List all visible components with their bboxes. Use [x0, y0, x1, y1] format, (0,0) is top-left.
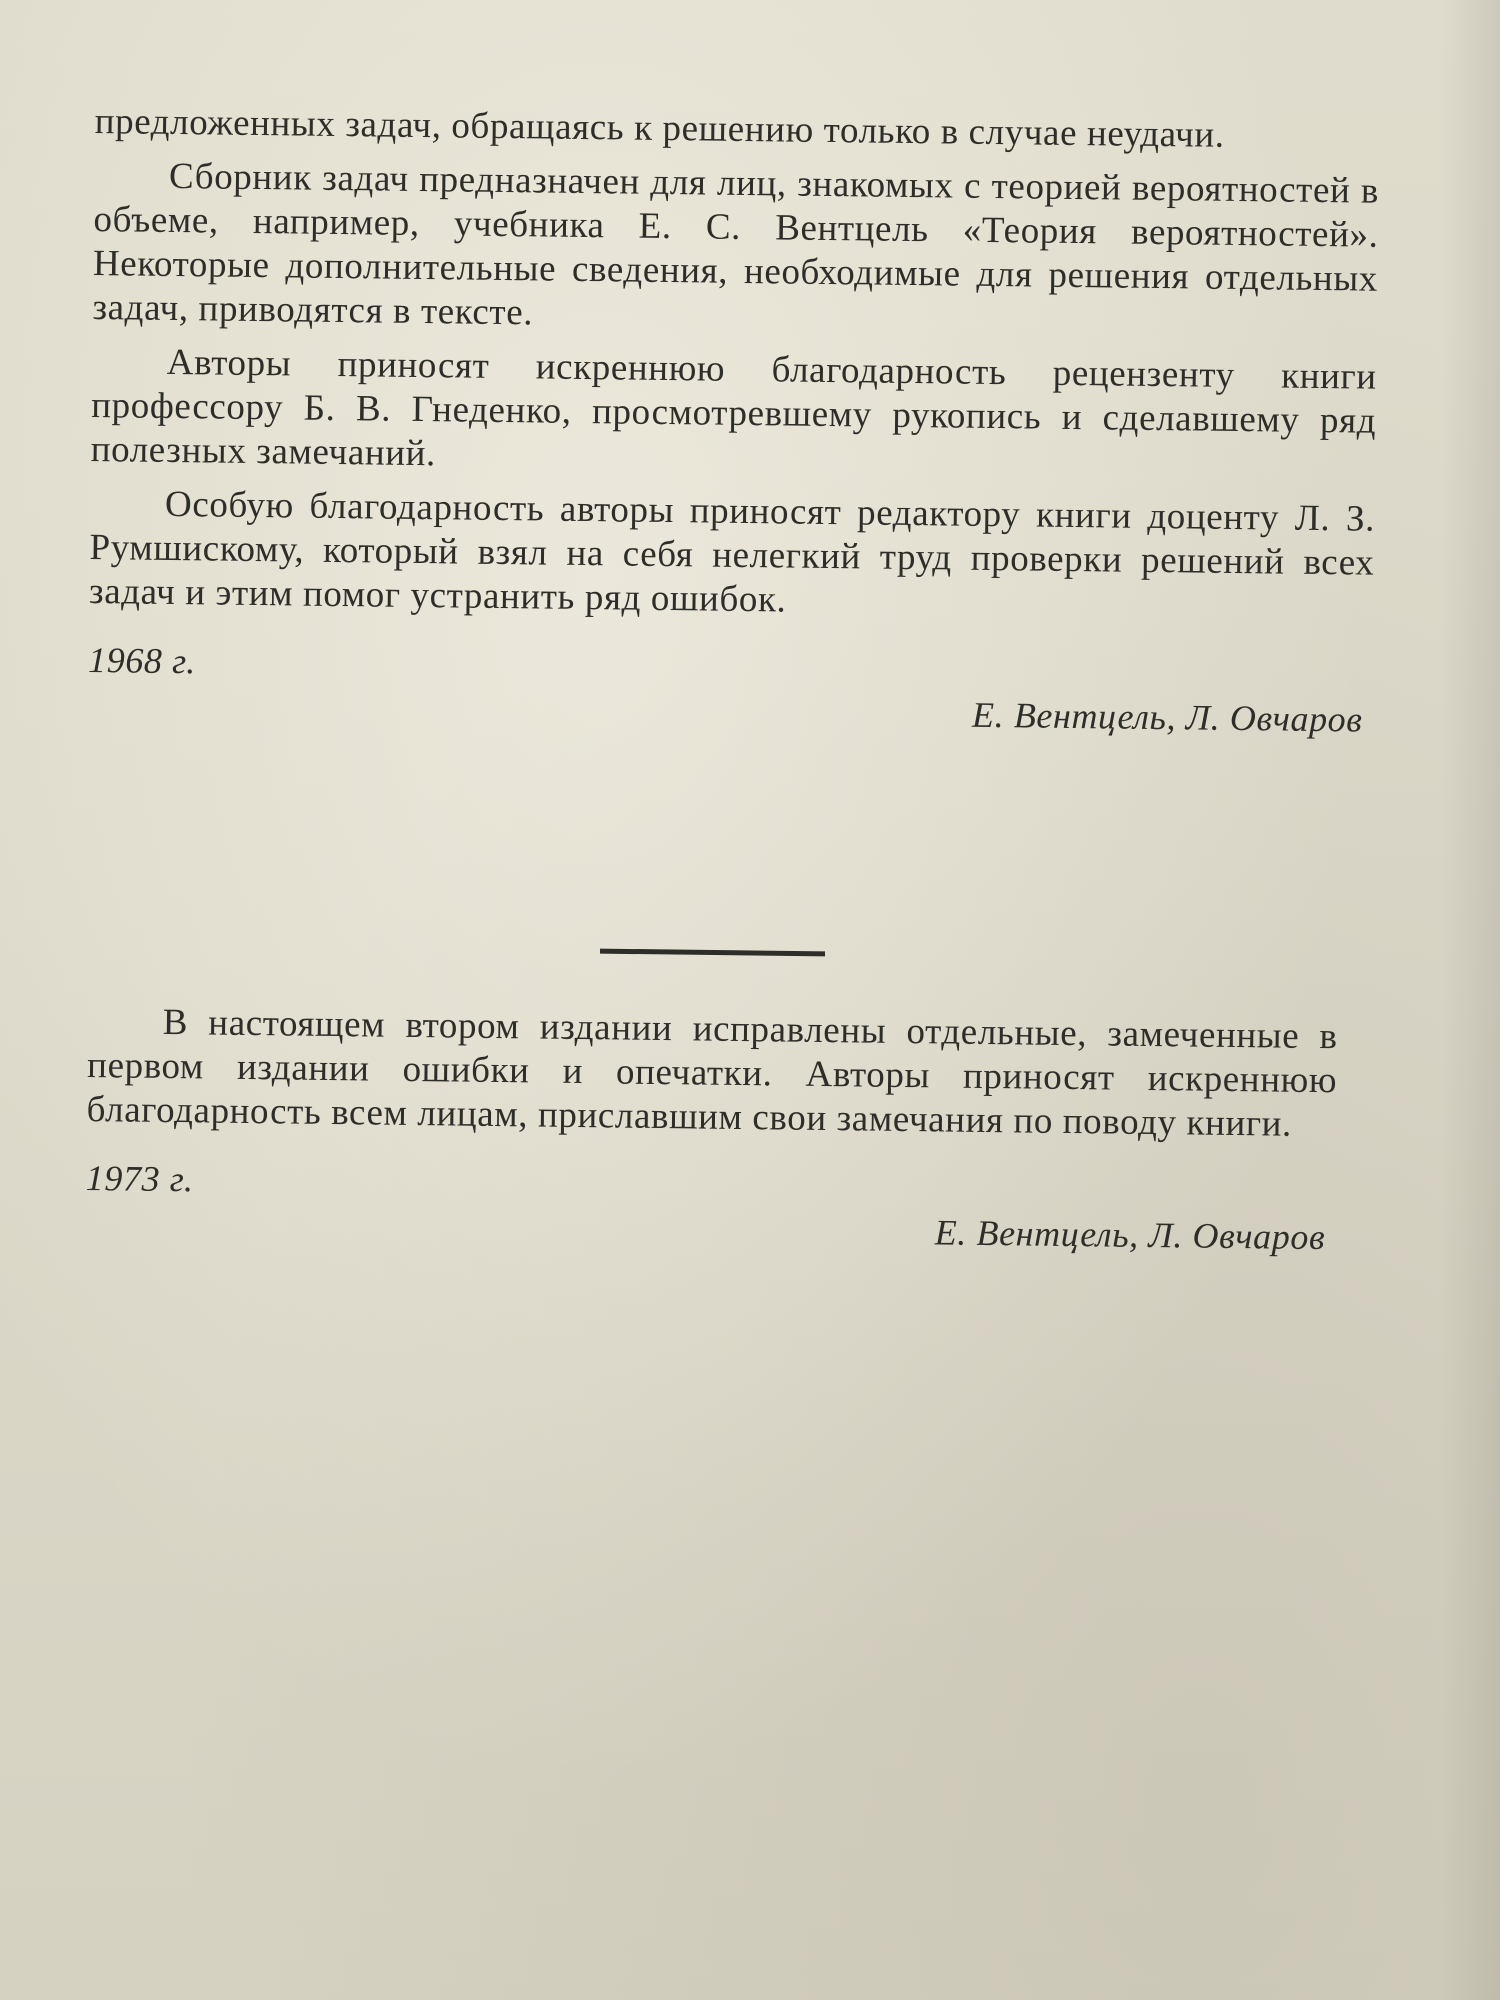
signoff-authors: Е. Вентцель, Л. Овчаров: [934, 1212, 1326, 1258]
signoff-1973: [85, 1156, 1336, 1281]
paragraph-second-edition: В настоящем втором издании исправлены отдельные, замеченные в первом издании ошибки и опечатки. Авторы приносят искреннюю благодарность всем лицам, приславшим свои замечания по поводу книги.: [86, 1001, 1338, 1145]
preface-second-edition: [85, 1000, 1338, 1281]
preface-first-edition: [87, 100, 1380, 764]
paragraph-editor-thanks: Особую благодарность авторы приносят редактору книги доценту Л. З. Румшискому, который взял на себя нелегкий труд проверки решений всех задач и этим помог устранить ряд ошибок.: [88, 483, 1376, 621]
paragraph-audience: Сборник задач предназначен для лиц, знакомых с теорией вероятностей в объеме, например, учебника Е. С. Вентцель «Теория вероятностей». Некоторые дополнительные сведения, необходимые для решения отдельных задач, приводятся в тексте.: [92, 155, 1380, 334]
paragraph-reviewer-thanks: Авторы приносят искреннюю благодарность рецензенту книги профессору Б. В. Гнеденко, просмотревшему рукопись и сделавшему ряд полезных замечаний.: [90, 341, 1377, 475]
signoff-authors: Е. Вентцель, Л. Овчаров: [971, 694, 1363, 740]
signoff-year: 1973 г.: [85, 1157, 194, 1200]
paragraph-continued: предложенных задач, обращаясь к решению только в случае неудачи.: [94, 100, 1225, 156]
signoff-1968: [87, 638, 1373, 764]
signoff-year: 1968 г.: [87, 639, 197, 682]
section-divider: [600, 949, 825, 957]
